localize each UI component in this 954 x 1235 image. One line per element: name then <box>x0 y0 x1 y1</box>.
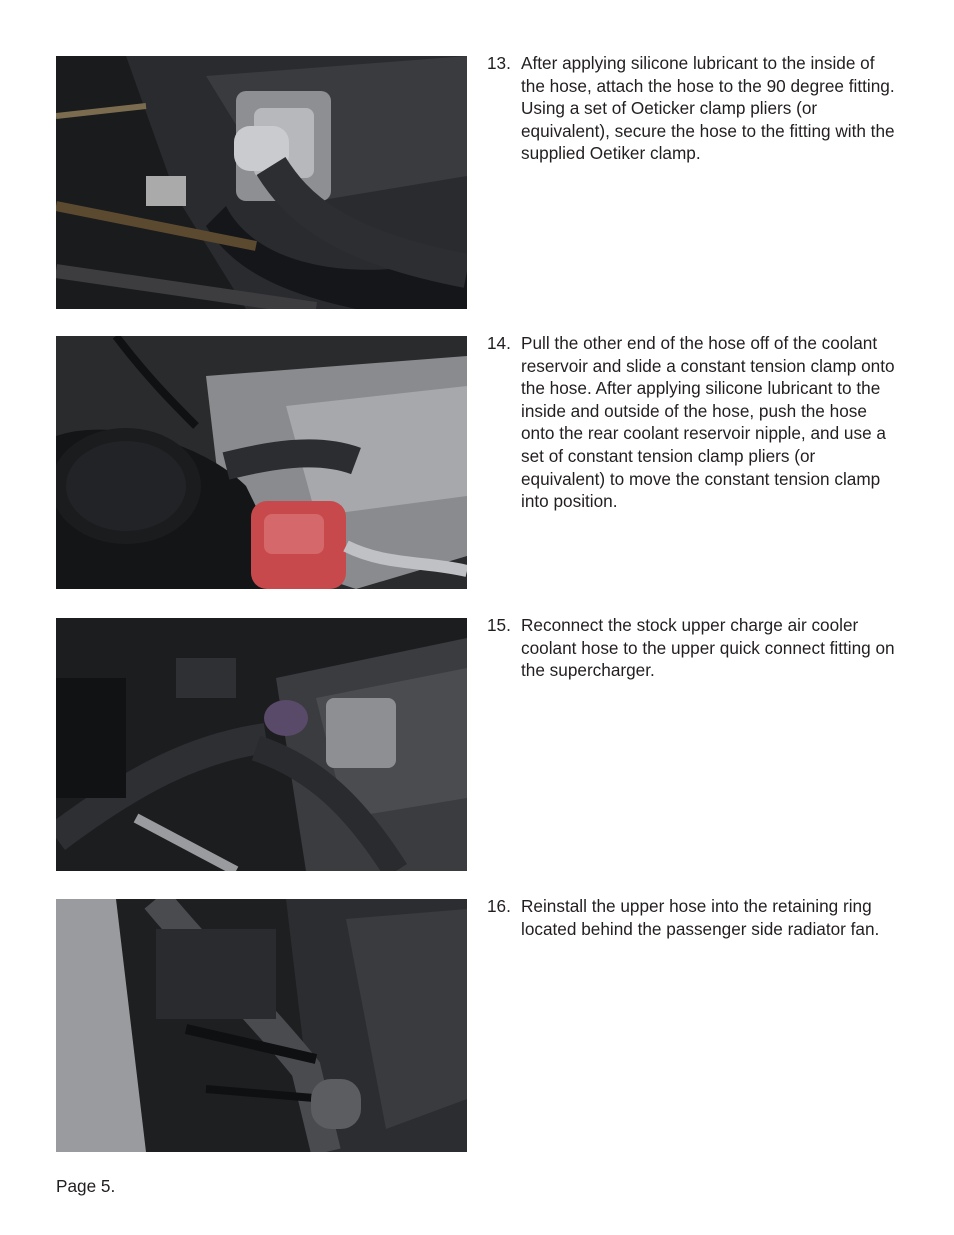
engine-photo-fitting-icon <box>56 56 467 309</box>
step-number: 16. <box>487 896 511 916</box>
step-13-photo <box>56 56 467 309</box>
step-15-photo <box>56 618 467 871</box>
step-number: 15. <box>487 615 511 635</box>
step-text: After applying silicone lubricant to the inside of the hose, attach the hose to the 90 degree fitting. Using a set of Oeticker clamp pliers (or equivalent), secure the hose to the fitting with the supplied Oetiker clamp. <box>521 53 895 164</box>
page-number: Page 5. <box>56 1176 116 1196</box>
step-number: 14. <box>487 333 511 353</box>
engine-photo-reservoir-icon <box>56 336 467 589</box>
step-number: 13. <box>487 53 511 73</box>
step-16-photo <box>56 899 467 1152</box>
step-14-photo <box>56 336 467 589</box>
engine-photo-radiator-icon <box>56 899 467 1152</box>
engine-photo-quick-connect-icon <box>56 618 467 871</box>
step-text: Reconnect the stock upper charge air cooler coolant hose to the upper quick connect fitting on the supercharger. <box>521 615 895 681</box>
step-text: Pull the other end of the hose off of the coolant reservoir and slide a constant tension clamp onto the hose. After applying silicone lubricant to the inside and outside of the hose, push the hose onto the rear coolant reservoir nipple, and use a set of constant tension clamp pliers (or equivalent) to move the constant tension clamp into position. <box>521 333 895 512</box>
step-text: Reinstall the upper hose into the retaining ring located behind the passenger side radiator fan. <box>521 896 880 939</box>
